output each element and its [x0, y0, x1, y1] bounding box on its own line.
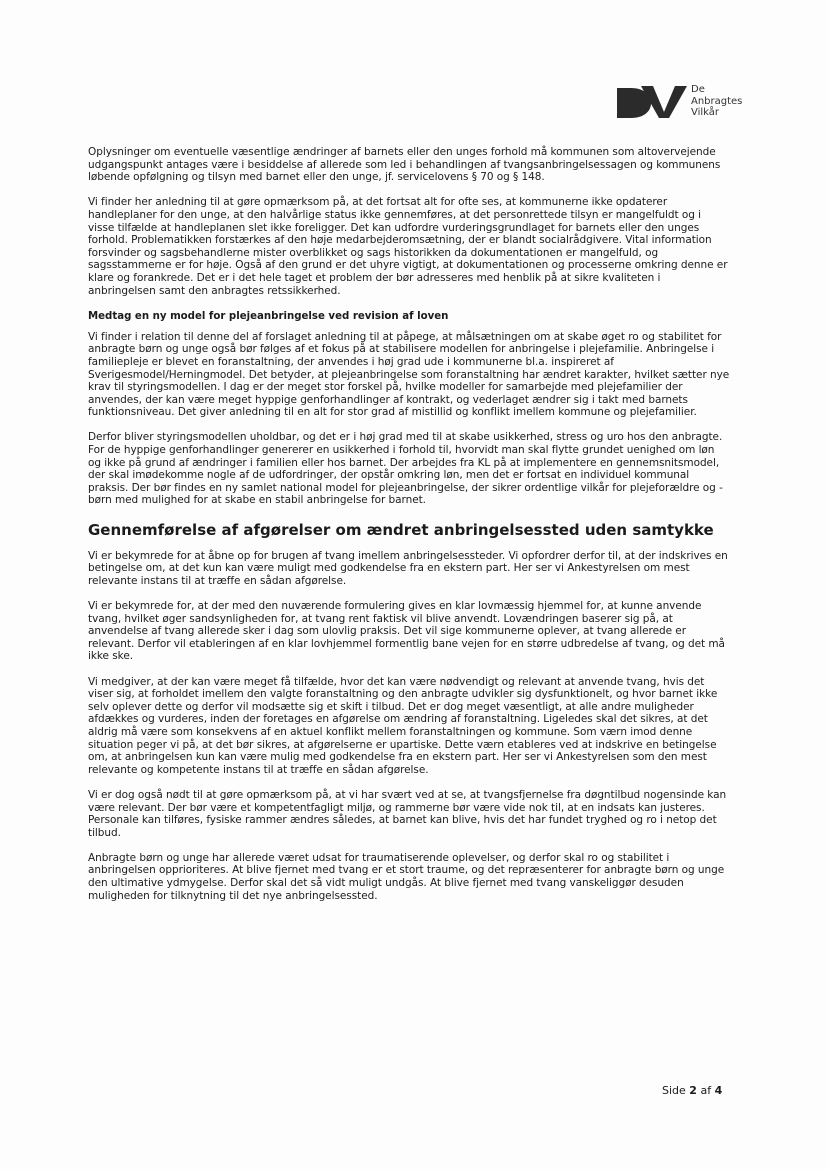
- paragraph: Vi finder her anledning til at gøre opmærksom på, at det fortsat alt for ofte ses, at kommunerne ikke opdaterer handleplaner for den unge, at den halvårlige status ikke gennemføres, at det personrettede tilsyn er mangelfuldt og i visse tilfælde at handleplanen slet ikke foreligger. Det kan udfordre vurderingsgrundlaget for barnets eller den unges forhold. Problematikken forstærkes af den høje medarbejderomsætning, der er blandt socialrådgivere. Vital information forsvinder og sagsbehandlerne mister overblikket og sags historikken da dokumentationen er mangelfuld, og sagsstammerne er for høje. Også af den grund er det uhyre vigtigt, at dokumentationen og processerne omkring denne er klare og forankrede. Det er i det hele taget et problem der bør adresseres med henblik på at sikre kvaliteten i anbringelsen samt den anbragtes retssikkerhed.: [88, 196, 728, 297]
- paragraph: Vi medgiver, at der kan være meget få tilfælde, hvor det kan være nødvendigt og relevant at anvende tvang, hvis det viser sig, at forholdet imellem den valgte foranstaltning og den anbragte udvikler sig dysfunktionelt, og hvor barnet ikke selv oplever dette og derfor vil modsætte sig et skift i tilbud. Det er dog meget væsentligt, at alle andre muligheder afdækkes og vurderes, inden der foretages en afgørelse om ændring af foranstaltning. Ligeledes skal det sikres, at det aldrig må være som konsekvens af en aktuel konflikt mellem foranstaltningen og kommune. Som værn imod denne situation peger vi på, at det bør sikres, at afgørelserne er upartiske. Dette værn etableres ved at indskrive en betingelse om, at anbringelsen kun kan være mulig med godkendelse fra en ekstern part. Her ser vi Ankestyrelsen som den mest relevante og kompetente instans til at træffe en sådan afgørelse.: [88, 675, 718, 776]
- paragraph: Vi er dog også nødt til at gøre opmærksom på, at vi har svært ved at se, at tvangsfjernelse fra døgntilbud nogensinde kan være relevant. Der bør være et kompetentfagligt miljø, og rammerne bør være vide nok til, at en indsats kan justeres. Personale kan tilføres, fysiske rammer ændres således, at barnet kan blive, hvis det har fundet tryghed og ro i netop det tilbud.: [88, 788, 727, 839]
- logo-line-3: Vilkår: [691, 107, 720, 118]
- page-total: 4: [714, 1084, 723, 1097]
- paragraph: Vi er bekymrede for, at der med den nuværende formulering gives en klar lovmæssig hjemmel for, at kunne anvende tvang, hvilket øger sandsynligheden for, at tvang rent faktisk vil blive anvendt. Lovændringen baserer sig på, at anvendelse af tvang allerede sker i dag som ulovlig praksis. Det vil sige kommunerne oplever, at tvang allerede er relevant. Derfor vil etableringen af en klar lovhjemmel formentlig bane vejen for en større udbredelse af tvang, og det må ikke ske.: [88, 600, 725, 663]
- page-number: [662, 1084, 722, 1097]
- paragraph: Vi finder i relation til denne del af forslaget anledning til at påpege, at målsætningen om at skabe øget ro og stabilitet for anbragte børn og unge også bør følges af et fokus på at stabilisere modellen for anbringelse i plejefamilie. Anbringelse i familiepleje er blevet en foranstaltning, der anvendes i høj grad ude i kommunerne bl.a. inspireret af Sverigesmodel/Herningmodel. Det betyder, at plejeanbringelse som foranstaltning har ændret karakter, hvilket sætter nye krav til styringsmodellen. I dag er der meget stor forskel på, hvilke modeller for samarbejde med plejefamilier der anvendes, der kan være meget hyppige genforhandlinger af kontrakt, og vederlaget ændrer sig i takt med barnets funktionsniveau. Det giver anledning til en alt for stor grad af mistillid og konflikt imellem kommune og plejefamilier.: [88, 330, 730, 419]
- dav-logo-mark: [617, 84, 687, 118]
- logo: [617, 84, 742, 119]
- paragraph: Vi er bekymrede for at åbne op for brugen af tvang imellem anbringelsessteder. Vi opfordrer derfor til, at der indskrives en betingelse om, at det kun kan være muligt med godkendelse fra en ekstern part. Her ser vi Ankestyrelsen om mest relevante instans til at træffe en sådan afgørelse.: [88, 549, 728, 587]
- logo-wordmark: [691, 84, 742, 119]
- logo-line-2: Anbragtes: [691, 95, 743, 107]
- paragraph: Oplysninger om eventuelle væsentlige ændringer af barnets eller den unges forhold må kommunen som altovervejende udgangspunkt antages være i besiddelse af allerede som led i behandlingen af tvangsanbringelsessagen og kommunens løbende opfølgning og tilsyn med barnet eller den unge, jf. servicelovens § 70 og § 148.: [88, 146, 721, 184]
- section-heading-afgoerelser: Gennemførelse af afgørelser om ændret anbringelsessted uden samtykke: [88, 520, 714, 539]
- document-body: [88, 146, 730, 915]
- page-prefix: Side: [662, 1084, 686, 1097]
- page-current: 2: [689, 1084, 697, 1097]
- section-heading-plejeanbringelse: Medtag en ny model for plejeanbringelse ved revision af loven: [88, 310, 449, 322]
- paragraph: Anbragte børn og unge har allerede været udsat for traumatiserende oplevelser, og derfor skal ro og stabilitet i anbringelsen opprioriteres. At blive fjernet med tvang er et stort traume, og det repræsenterer for anbragte børn og unge den ultimative ydmygelse. Derfor skal det så vidt muligt undgås. At blive fjernet med tvang vanskeliggør desuden muligheden for tilknytning til det nye anbringelsessted.: [88, 851, 725, 902]
- paragraph: Derfor bliver styringsmodellen uholdbar, og det er i høj grad med til at skabe usikkerhed, stress og uro hos den anbragte. For de hyppige genforhandlinger genererer en usikkerhed i forhold til, hvorvidt man skal flytte grundet uenighed om løn og ikke på grund af ændringer i familien eller hos barnet. Der arbejdes fra KL på at implementere en gennemsnitsmodel, der skal imødekomme nogle af de udfordringer, der opstår omkring løn, men det er fortsat en individuel kommunal praksis. Der bør findes en ny samlet national model for plejeanbringelse, der sikrer ordentlige vilkår for plejeforældre og -børn med mulighed for at skabe en stabil anbringelse for barnet.: [88, 431, 723, 507]
- page-separator: af: [700, 1084, 712, 1097]
- logo-line-1: De: [691, 84, 705, 95]
